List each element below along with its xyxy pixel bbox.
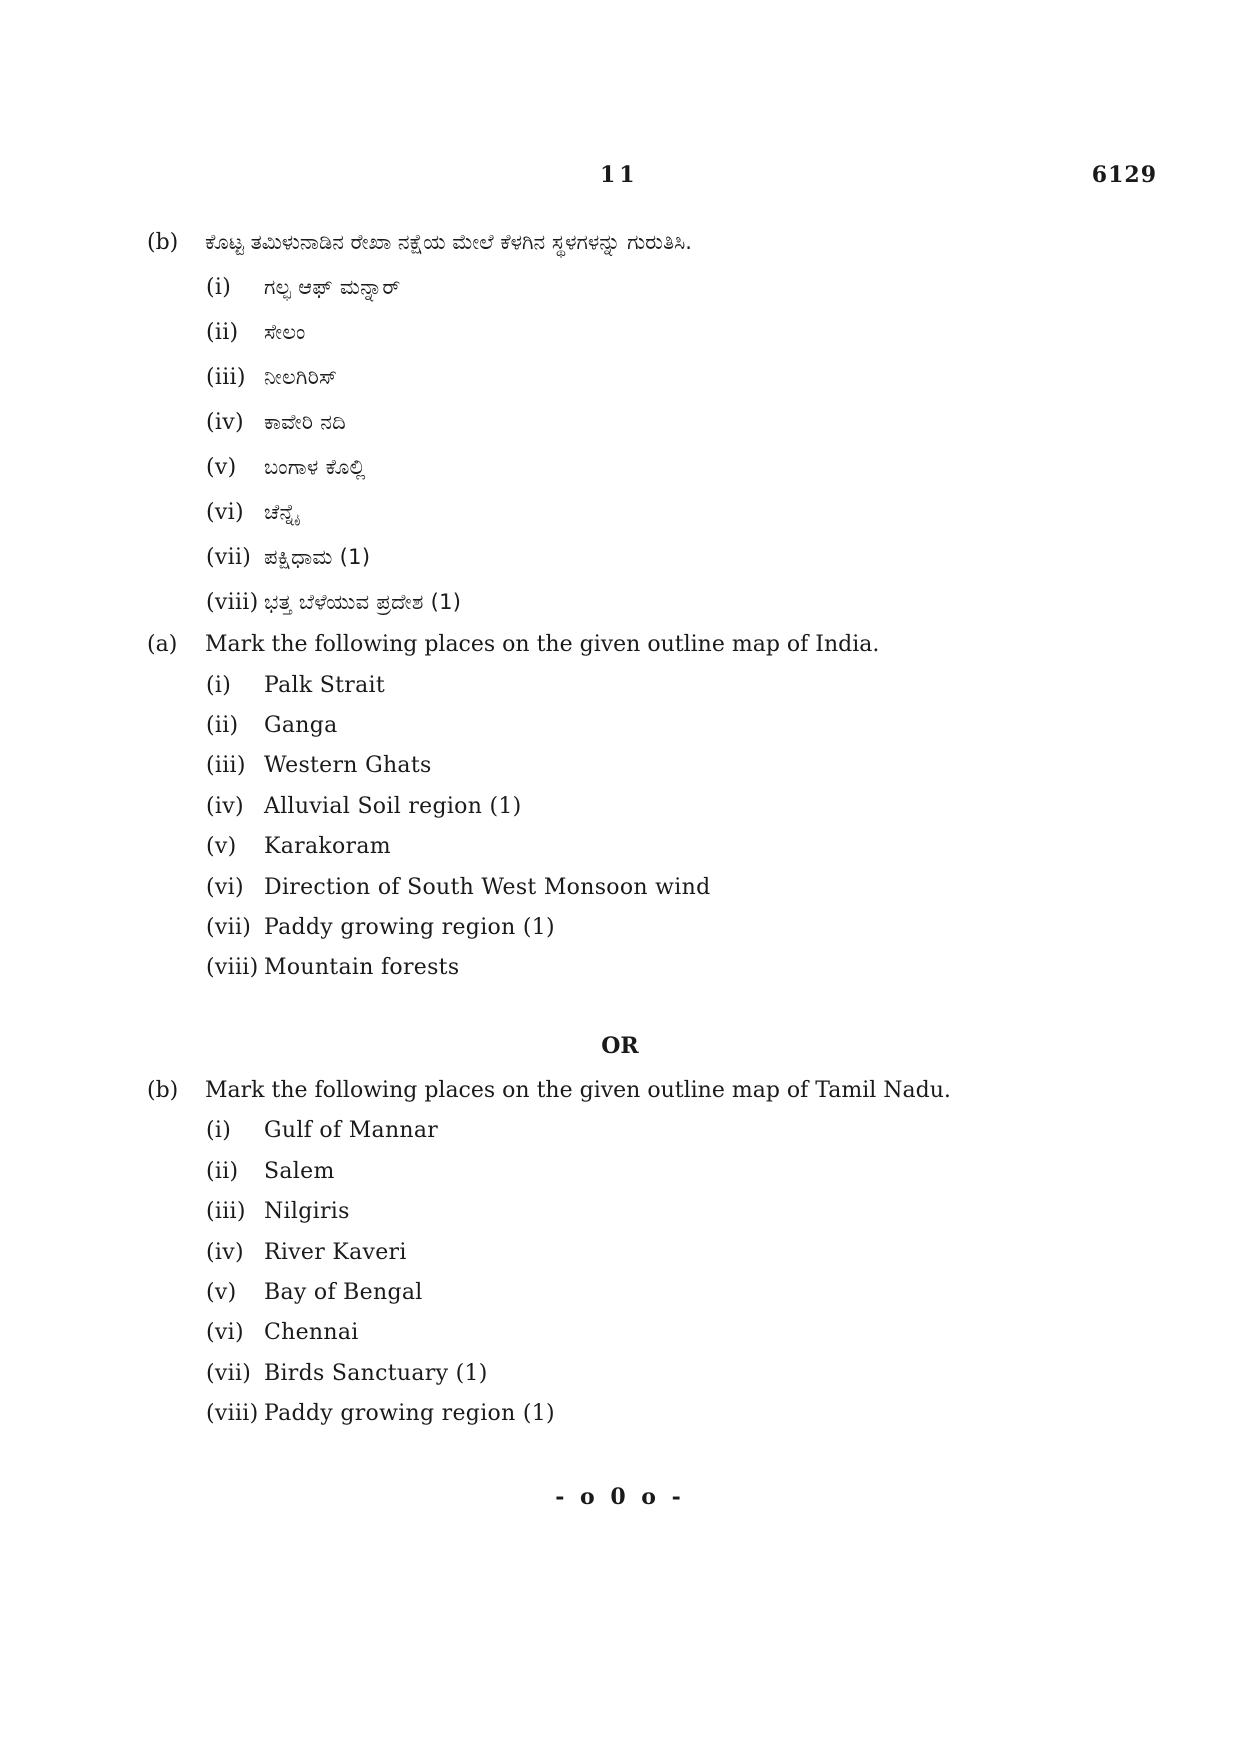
tamilnadu-instruction	[147, 1073, 1160, 1107]
india-instruction	[147, 627, 1160, 661]
list-item	[206, 270, 1160, 304]
item-text: Chennai	[264, 1319, 359, 1345]
list-item	[206, 1315, 1160, 1349]
list-item	[206, 870, 1160, 904]
item-text: Karakoram	[264, 833, 391, 859]
item-text: Alluvial Soil region (1)	[264, 793, 522, 819]
list-item	[206, 405, 1160, 439]
item-text: ಪಕ್ಷಿಧಾಮ (1)	[264, 544, 371, 569]
item-number: (iv)	[206, 409, 244, 435]
item-text: Paddy growing region (1)	[264, 1400, 555, 1426]
instruction-text: Mark the following places on the given outline map of India.	[205, 631, 880, 657]
list-item	[206, 668, 1160, 702]
item-number: (i)	[206, 672, 232, 698]
item-text: Mountain forests	[264, 954, 460, 980]
kannada-instruction	[147, 225, 1160, 259]
item-text: ಭತ್ತ ಬೆಳೆಯುವ ಪ್ರದೇಶ (1)	[264, 589, 462, 614]
list-item	[206, 1356, 1160, 1390]
list-item	[206, 708, 1160, 742]
list-item	[206, 1235, 1160, 1269]
question-tag: (b)	[147, 229, 179, 255]
list-item	[206, 1275, 1160, 1309]
list-item	[206, 829, 1160, 863]
item-number: (iii)	[206, 364, 246, 390]
list-item	[206, 950, 1160, 984]
item-number: (iv)	[206, 1239, 244, 1265]
list-item	[206, 910, 1160, 944]
item-text: ಕಾವೇರಿ ನದಿ	[264, 409, 347, 434]
item-number: (v)	[206, 1279, 237, 1305]
list-item	[206, 360, 1160, 394]
list-item	[206, 789, 1160, 823]
item-number: (v)	[206, 454, 237, 480]
list-item	[206, 315, 1160, 349]
item-number: (iii)	[206, 752, 246, 778]
item-text: Paddy growing region (1)	[264, 914, 555, 940]
item-text: Nilgiris	[264, 1198, 350, 1224]
item-number: (ii)	[206, 712, 239, 738]
list-item	[206, 1396, 1160, 1430]
item-text: ಬಂಗಾಳ ಕೊಲ್ಲಿ	[264, 454, 366, 479]
instruction-text: ಕೊಟ್ಟ ತಮಿಳುನಾಡಿನ ರೇಖಾ ನಕ್ಷೆಯ ಮೇಲೆ ಕೆಳಗಿನ ಸ್ಥಳಗಳನ್ನು ಗುರುತಿಸಿ.	[205, 229, 692, 254]
list-item	[206, 1194, 1160, 1228]
item-text: Western Ghats	[264, 752, 432, 778]
item-number: (iv)	[206, 793, 244, 819]
question-tag: (a)	[147, 631, 178, 657]
item-number: (vii)	[206, 1360, 252, 1386]
list-item	[206, 1113, 1160, 1147]
item-text: Palk Strait	[264, 672, 386, 698]
item-text: ನೀಲಗಿರಿಸ್	[264, 364, 338, 389]
item-text: ಸೇಲಂ	[264, 319, 306, 344]
or-separator: OR	[601, 1033, 639, 1059]
item-text: Ganga	[264, 712, 338, 738]
item-number: (iii)	[206, 1198, 246, 1224]
item-text: ಚೆನ್ನೈ	[264, 499, 299, 524]
item-number: (ii)	[206, 1158, 239, 1184]
item-number: (vi)	[206, 1319, 244, 1345]
item-text: Salem	[264, 1158, 335, 1184]
item-number: (ii)	[206, 319, 239, 345]
instruction-text: Mark the following places on the given outline map of Tamil Nadu.	[205, 1077, 951, 1103]
list-item	[206, 540, 1160, 574]
item-text: River Kaveri	[264, 1239, 407, 1265]
list-item	[206, 1154, 1160, 1188]
end-of-paper-mark: - o 0 o -	[555, 1484, 685, 1510]
item-text: Gulf of Mannar	[264, 1117, 439, 1143]
list-item	[206, 585, 1160, 619]
paper-code: 6129	[1091, 162, 1157, 188]
item-number: (vi)	[206, 499, 244, 525]
item-number: (vii)	[206, 544, 252, 570]
item-number: (vi)	[206, 874, 244, 900]
item-text: Birds Sanctuary (1)	[264, 1360, 488, 1386]
item-number: (viii)	[206, 954, 259, 980]
item-number: (vii)	[206, 914, 252, 940]
list-item	[206, 748, 1160, 782]
item-number: (i)	[206, 274, 232, 300]
list-item	[206, 450, 1160, 484]
item-text: ಗಲ್ಫ ಆಫ್ ಮನ್ನಾರ್	[264, 274, 401, 299]
list-item	[206, 495, 1160, 529]
item-number: (i)	[206, 1117, 232, 1143]
item-text: Bay of Bengal	[264, 1279, 423, 1305]
question-tag: (b)	[147, 1077, 179, 1103]
item-number: (viii)	[206, 589, 259, 615]
item-number: (viii)	[206, 1400, 259, 1426]
item-number: (v)	[206, 833, 237, 859]
page-number: 11	[600, 162, 639, 188]
item-text: Direction of South West Monsoon wind	[264, 874, 711, 900]
